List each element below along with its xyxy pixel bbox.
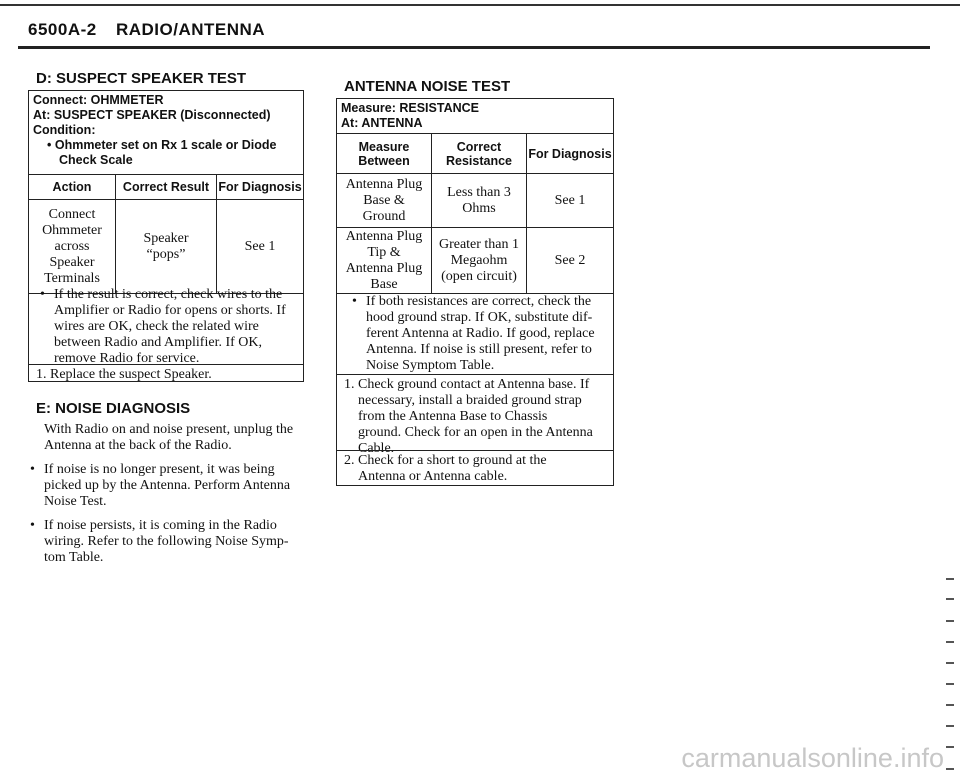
cell-line: Base xyxy=(370,276,398,292)
edge-mark xyxy=(946,598,954,600)
cell-line: Less than 3 xyxy=(447,184,511,200)
bullet-line: If noise is no longer present, it was being xyxy=(44,462,275,477)
antenna-test-header xyxy=(337,99,613,133)
step-line: 2. Check for a short to ground at the xyxy=(344,453,547,468)
edge-mark xyxy=(946,768,954,770)
bullet-line: Noise Test. xyxy=(44,494,107,509)
note-line: Noise Symptom Table. xyxy=(366,358,495,373)
note-line: between Radio and Amplifier. If OK, xyxy=(54,335,263,350)
cell-line: (open circuit) xyxy=(441,268,517,284)
result-cell xyxy=(116,200,217,294)
header-line: Resistance xyxy=(445,153,512,168)
cell-line: Base & xyxy=(363,192,405,208)
step-line: ground. Check for an open in the Antenna xyxy=(358,425,593,440)
noise-bullet-2 xyxy=(30,518,304,566)
edge-mark xyxy=(946,746,954,748)
step-line: Cable. xyxy=(358,441,395,456)
step-line: necessary, install a braided ground strap xyxy=(358,393,582,408)
antenna-test-table xyxy=(336,133,614,294)
cell-line: Ground xyxy=(362,208,406,224)
cell-line: Antenna Plug xyxy=(345,260,423,276)
speaker-note xyxy=(40,287,300,367)
diagnosis-cell: See 2 xyxy=(527,228,614,294)
speaker-test-header xyxy=(29,91,303,170)
table-row xyxy=(337,174,614,228)
antenna-test-title: ANTENNA NOISE TEST xyxy=(344,78,511,95)
noise-intro xyxy=(44,422,304,454)
edge-mark xyxy=(946,578,954,580)
edge-mark xyxy=(946,662,954,664)
condition-detail-2: Check Scale xyxy=(59,153,133,167)
step-line: 1. Check ground contact at Antenna base. If xyxy=(344,377,590,392)
resistance-cell xyxy=(432,228,527,294)
col-for-diagnosis: For Diagnosis xyxy=(527,134,614,174)
speaker-test-table xyxy=(28,174,304,294)
speaker-test-title: D: SUSPECT SPEAKER TEST xyxy=(36,70,247,87)
note-line: Antenna. If noise is still present, refer to xyxy=(366,342,592,357)
note-line: If the result is correct, check wires to the xyxy=(54,287,283,302)
cell-line: Megaohm xyxy=(450,252,508,268)
bullet-line: If noise persists, it is coming in the Radio xyxy=(44,518,277,533)
condition-line: Condition: xyxy=(33,123,96,137)
cell-line: Antenna Plug xyxy=(345,228,423,244)
action-line: Speaker xyxy=(49,254,95,270)
edge-mark xyxy=(946,620,954,622)
step-line: Antenna or Antenna cable. xyxy=(358,469,508,484)
note-line: ferent Antenna at Radio. If good, replace xyxy=(366,326,595,341)
cell-line: Greater than 1 xyxy=(438,236,520,252)
top-rule xyxy=(0,4,960,6)
between-cell xyxy=(337,174,432,228)
diagnosis-cell: See 1 xyxy=(217,200,304,294)
bullet-icon: • xyxy=(30,462,35,477)
bullet-icon: • xyxy=(352,294,357,309)
measure-line: Measure: RESISTANCE xyxy=(341,101,479,115)
speaker-step-1: 1. Replace the suspect Speaker. xyxy=(28,364,304,383)
header-line: Correct xyxy=(456,139,502,154)
col-correct-resistance xyxy=(432,134,527,174)
note-line: hood ground strap. If OK, substitute dif- xyxy=(366,310,593,325)
edge-mark xyxy=(946,704,954,706)
note-line: wires are OK, check the related wire xyxy=(54,319,259,334)
cell-line: Ohms xyxy=(462,200,496,216)
cell-line: Tip & xyxy=(367,244,401,260)
page-header xyxy=(28,20,265,40)
table-row xyxy=(29,200,304,294)
header-line: Measure xyxy=(358,139,410,154)
watermark: carmanualsonline.info xyxy=(681,743,944,773)
antenna-step-2 xyxy=(336,450,614,485)
action-line: Ohmmeter xyxy=(42,222,102,238)
bullet-icon: • xyxy=(40,287,45,302)
bullet-line: picked up by the Antenna. Perform Antenna xyxy=(44,478,291,493)
col-measure-between xyxy=(337,134,432,174)
col-for-diagnosis: For Diagnosis xyxy=(217,175,304,200)
at-line: At: ANTENNA xyxy=(341,116,423,130)
condition-detail-1: • Ohmmeter set on Rx 1 scale or Diode xyxy=(47,138,277,152)
antenna-note xyxy=(352,294,610,374)
col-action: Action xyxy=(29,175,116,200)
table-header-row xyxy=(29,175,304,200)
bullet-line: tom Table. xyxy=(44,550,104,565)
header-rule xyxy=(18,46,930,49)
between-cell xyxy=(337,228,432,294)
note-line: If both resistances are correct, check the xyxy=(366,294,592,309)
at-line: At: SUSPECT SPEAKER (Disconnected) xyxy=(33,108,271,122)
intro-line: With Radio on and noise present, unplug the xyxy=(44,422,294,437)
note-line: remove Radio for service. xyxy=(54,351,200,366)
result-line: Speaker xyxy=(143,230,189,246)
antenna-step-1 xyxy=(336,374,614,461)
note-line: Amplifier or Radio for opens or shorts. If xyxy=(54,303,286,318)
noise-bullet-1 xyxy=(30,462,304,510)
diagnosis-cell: See 1 xyxy=(527,174,614,228)
noise-diagnosis-title: E: NOISE DIAGNOSIS xyxy=(36,400,191,417)
resistance-cell xyxy=(432,174,527,228)
bullet-line: wiring. Refer to the following Noise Symp- xyxy=(44,534,289,549)
action-line: Connect xyxy=(48,206,96,222)
col-correct-result: Correct Result xyxy=(116,175,217,200)
table-header-row xyxy=(337,134,614,174)
cell-line: Antenna Plug xyxy=(345,176,423,192)
bullet-icon: • xyxy=(30,518,35,533)
header-line: Between xyxy=(358,153,410,168)
action-line: across xyxy=(54,238,90,254)
connect-line: Connect: OHMMETER xyxy=(33,93,164,107)
edge-mark xyxy=(946,641,954,643)
step-line: from the Antenna Base to Chassis xyxy=(358,409,548,424)
intro-line: Antenna at the back of the Radio. xyxy=(44,438,232,453)
action-cell xyxy=(29,200,116,294)
table-row xyxy=(337,228,614,294)
edge-mark xyxy=(946,683,954,685)
action-line: Terminals xyxy=(44,270,100,286)
edge-mark xyxy=(946,725,954,727)
page-code: 6500A-2 xyxy=(28,20,97,39)
result-line: “pops” xyxy=(146,246,186,262)
page-title: RADIO/ANTENNA xyxy=(115,20,266,39)
